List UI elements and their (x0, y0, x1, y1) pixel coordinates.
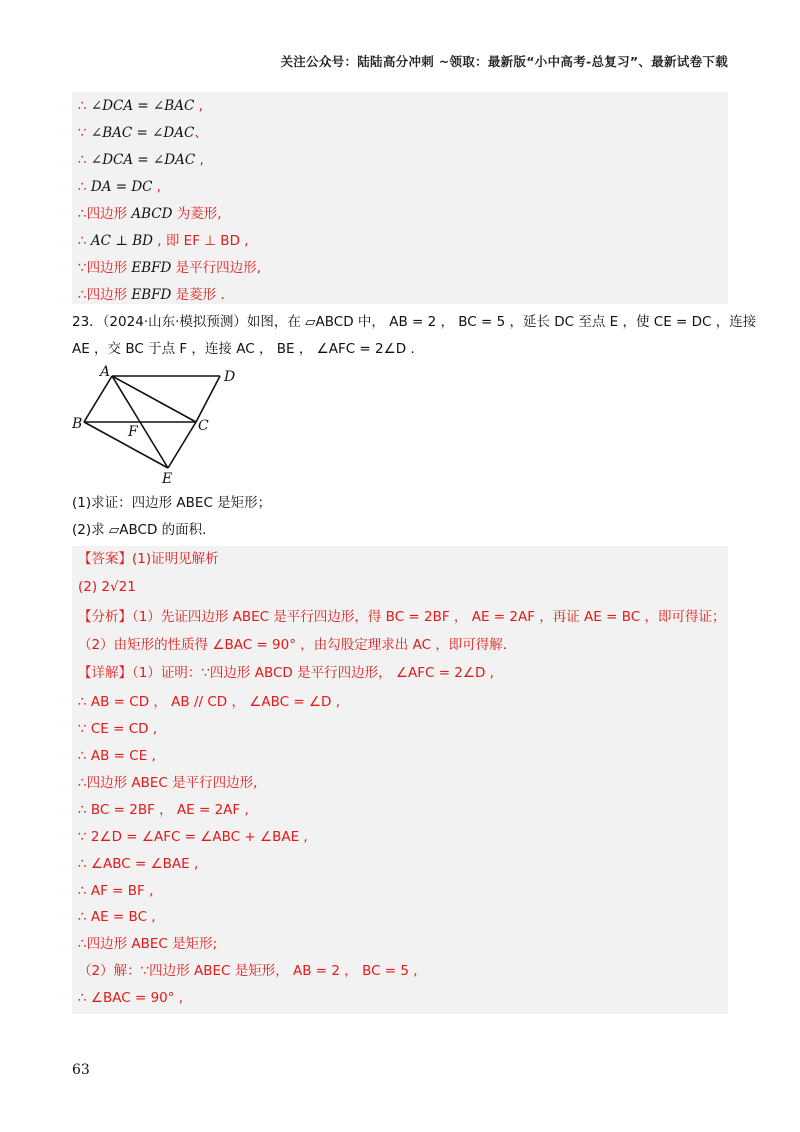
proof-line: ∴ AB = CE , (78, 748, 156, 764)
label-f: F (128, 424, 138, 440)
page-header: 关注公众号：陆陆高分冲刺 ~领取：最新版“小中高考-总复习”、最新试卷下载 (280, 54, 728, 69)
analysis-line-1: 【分析】（1）先证四边形 ABEC 是平行四边形，得 BC = 2BF ， AE = 2AF ，再证 AE = BC ，即可得证； (78, 609, 726, 625)
question-line-1: 23．（2024·山东·模拟预测）如图，在 ▱ABCD 中， AB = 2 ， BC = 5 ，延长 DC 至点 E ，使 CE = DC ，连接 (72, 314, 757, 330)
segment-be (84, 422, 168, 468)
detail-head: 【详解】（1）证明：∵四边形 ABCD 是平行四边形， ∠AFC = 2∠D , (78, 665, 494, 681)
page-number: 63 (72, 1062, 90, 1078)
proof-line: ∴ BC = 2BF ， AE = 2AF , (78, 802, 249, 818)
question-part-2: (2)求 ▱ABCD 的面积． (72, 522, 216, 538)
answer-line-2: (2) 2√21 (78, 579, 136, 595)
proof-line: ∵ 2∠D = ∠AFC = ∠ABC + ∠BAE , (78, 829, 308, 845)
analysis-line-2: （2）由矩形的性质得 ∠BAC = 90° ，由勾股定理求出 AC ，即可得解． (78, 637, 517, 653)
proof-line: ∴ AE = BC , (78, 909, 156, 925)
label-a: A (100, 364, 111, 380)
segment-dc (196, 376, 220, 422)
proof-line: ∵ ∠BAC = ∠DAC、 (78, 125, 208, 141)
proof-line: ∵四边形 EBFD 是平行四边形, (78, 260, 261, 276)
label-b: B (72, 416, 83, 432)
proof-line: ∵ CE = CD , (78, 721, 158, 737)
proof-line: ∴ ∠BAC = 90° , (78, 990, 184, 1006)
proof-line: ∴ AF = BF , (78, 883, 154, 899)
proof-line: ∴ ∠ABC = ∠BAE , (78, 856, 199, 872)
label-c: C (198, 418, 209, 434)
answer-line: 【答案】(1)证明见解析 (78, 551, 219, 567)
segment-ac (112, 376, 196, 422)
proof-line: ∴四边形 ABEC 是矩形; (78, 936, 218, 952)
proof-line: ∴ AC ⊥ BD , 即 EF ⊥ BD , (78, 233, 249, 249)
label-d: D (224, 369, 236, 385)
geometry-figure (72, 364, 272, 486)
proof-line: ∴四边形 EBFD 是菱形 . (78, 287, 225, 303)
label-e: E (162, 471, 173, 486)
proof-line: ∴ ∠DCA = ∠DAC , (78, 152, 204, 168)
question-line-2: AE ，交 BC 于点 F ，连接 AC ， BE ， ∠AFC = 2∠D . (72, 341, 415, 357)
segment-ce (168, 422, 196, 468)
question-part-1: (1)求证：四边形 ABEC 是矩形； (72, 495, 272, 511)
proof-line: ∴ DA = DC , (78, 179, 162, 195)
segment-ab (84, 376, 112, 422)
proof-line: ∴ ∠DCA = ∠BAC , (78, 98, 203, 114)
proof-line: ∴ AB = CD ， AB // CD ， ∠ABC = ∠D , (78, 694, 341, 710)
proof-line: ∴四边形 ABEC 是平行四边形, (78, 775, 258, 791)
proof-line: （2）解：∵四边形 ABEC 是矩形， AB = 2 ， BC = 5 , (78, 963, 418, 979)
proof-line: ∴四边形 ABCD 为菱形, (78, 206, 222, 222)
